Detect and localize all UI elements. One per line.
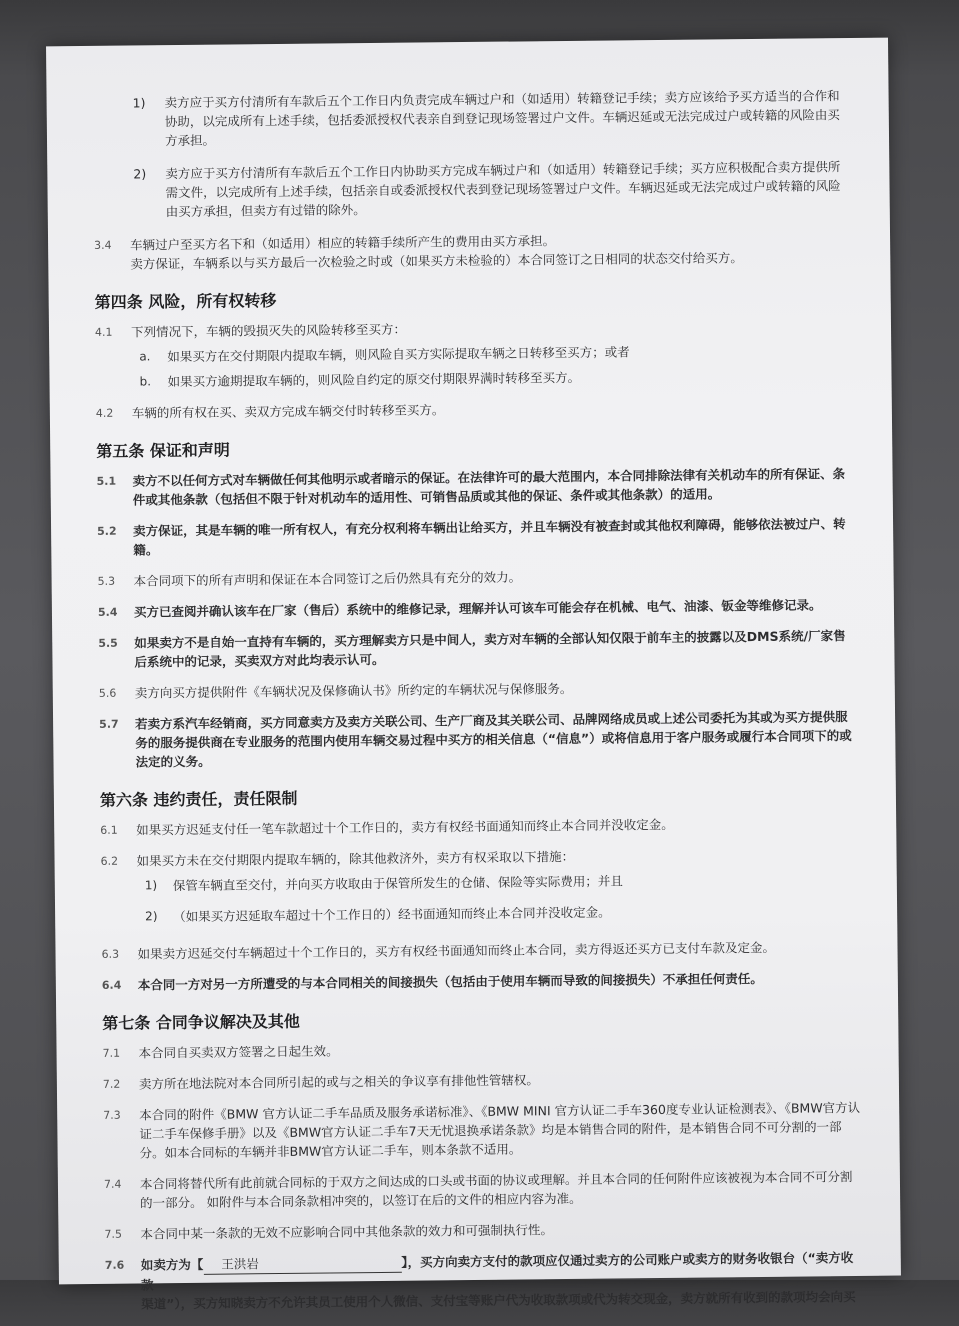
clause-6-3	[101, 937, 861, 964]
clause-number: 5.7	[99, 717, 119, 731]
clause-line: 如果买方未在交付期限内提取车辆的，除其他救济外，卖方有权采取以下措施：	[136, 848, 575, 869]
clause-number: 7.5	[104, 1227, 123, 1241]
clause-line: 车辆过户至买方名下和（如适用）相应的转籍手续所产生的费用由买方承担。	[130, 233, 556, 253]
clause-line: 卖方向买方提供附件《车辆状况及保修确认书》所约定的车辆状况与保修服务。	[134, 680, 573, 701]
clause-5-6	[99, 676, 859, 703]
clause-number: 5.2	[97, 524, 117, 538]
clause-line: 本合同项下的所有声明和保证在本合同签订之后仍然具有充分的效力。	[133, 569, 522, 589]
clause-6-1	[100, 813, 860, 840]
clause-line: 卖方保证，车辆系以与买方最后一次检验之时或（如果买方未检验的）本合同签订之日相同的状态交付给买方。	[130, 250, 743, 272]
clause-number: 7.2	[102, 1077, 121, 1091]
seller-name-field[interactable]: 王洪岩	[203, 1253, 401, 1275]
clause-number: 5.3	[97, 574, 116, 588]
item-number: 2)	[133, 166, 147, 182]
clause-line: 卖方所在地法院对本合同所引起的或与之相关的争议享有排他性管辖权。	[138, 1072, 539, 1092]
clause-5-4	[98, 595, 858, 622]
clause-number: 7.4	[103, 1177, 122, 1191]
item-line: 需文件，以完成所有上述手续，包括亲自或委派授权代表到登记现场签署过户文件。车辆迟延或无法完成过户或转籍的风险	[165, 178, 841, 201]
sub-item-1	[137, 869, 861, 896]
clause-line: 法定的义务。	[135, 753, 211, 770]
clause-5-1	[96, 464, 856, 510]
clause-7-1	[102, 1036, 862, 1063]
transfer-item-2	[93, 157, 854, 222]
clause-line: 本合同中某一条款的无效不应影响合同中其他条款的效力和可强制执行性。	[140, 1222, 554, 1242]
item-number: 1)	[132, 95, 146, 111]
clause-line: 后系统中的记录，买卖双方对此均表示认可。	[134, 651, 385, 670]
clause-number: 7.1	[102, 1046, 121, 1060]
clause-number: 5.5	[98, 636, 118, 650]
clause-line: 卖方不以任何方式对车辆做任何其他明示或者暗示的保证。在法律许可的最大范围内，本合同排除法律有关机动车的所有保证、条	[132, 466, 846, 489]
section-4-heading: 第四条 风险，所有权转移	[94, 291, 277, 312]
clause-6-4	[102, 968, 862, 995]
clause-number: 6.1	[100, 823, 118, 837]
clause-5-5	[98, 626, 858, 672]
clause-7-5	[104, 1217, 864, 1244]
clause-7-6	[105, 1248, 866, 1314]
clause-line: 如果买方迟延支付任一笔车款超过十个工作日的，卖方有权经书面通知而终止本合同并没收定金。	[136, 816, 674, 838]
clause-7-4	[104, 1167, 864, 1213]
clause-line: 买方已查阅并确认该车在厂家（售后）系统中的维修记录，理解并认可该车可能会存在机械、电气、油漆、钣金等维修记录。	[133, 597, 822, 620]
item-line: 方承担。	[164, 132, 216, 149]
clause-4-1	[95, 315, 856, 392]
clause-line: 渠道”），买方知晓卖方不允许其员工使用个人微信、支付宝等账户代为收取款项或代为转交现金，卖方就所有收到的款项均会向买	[141, 1288, 856, 1312]
sub-number: b.	[139, 374, 152, 389]
clause-4-2	[96, 396, 856, 423]
clause-5-7	[99, 707, 860, 772]
clause-line: 分。如本合同标的车辆并非BMW官方认证二手车，则本条款不适用。	[139, 1141, 522, 1161]
clause-number: 6.4	[101, 978, 122, 992]
clause-number: 3.4	[94, 238, 112, 252]
sub-text: 如果买方在交付期限内提取车辆，则风险自买方实际提取车辆之日转移至买方；或者	[167, 344, 630, 365]
clause-number: 6.3	[101, 947, 120, 961]
clause-3-4	[94, 228, 854, 274]
sub-number: 2)	[145, 909, 158, 924]
clause-number: 5.4	[97, 605, 118, 619]
contract-content	[93, 86, 866, 1326]
clause-line: 如果卖方迟延交付车辆超过十个工作日的，买方有权经书面通知而终止本合同，卖方得返还买方已支付车款及定金。	[137, 939, 776, 962]
clause-number: 5.6	[98, 686, 117, 700]
clause-line: 务的服务提供商在专业服务的范围内使用车辆交易过程中买方的相关信息（“信息”）或将信息用于客户服务或履行本合同项下的或	[135, 728, 852, 751]
item-line: 卖方应于买方付清所有车款后五个工作日内负责完成车辆过户和（如适用）转籍登记手续；卖方应该给予买方适当的合作和	[164, 88, 840, 111]
sub-number: a.	[139, 349, 151, 364]
section-6-heading: 第六条 违约责任，责任限制	[99, 788, 298, 810]
clause-line: 若卖方系汽车经销商，买方同意卖方及卖方关联公司、生产厂商及其关联公司、品牌网络成员或上述公司委托为其或为买方提供服	[135, 709, 848, 732]
seller-prefix: 如卖方为【	[140, 1256, 204, 1273]
clause-number: 4.2	[95, 406, 114, 420]
clause-6-2	[100, 844, 861, 927]
clause-number: 6.2	[100, 854, 119, 868]
item-line: 协助，以完成所有上述手续，包括委派授权代表亲自到登记现场签署过户文件。车辆迟延或无法完成过户或转籍的风险由买	[164, 107, 840, 130]
clause-line: 车辆的所有权在买、卖双方完成车辆交付时转移至买方。	[131, 402, 445, 421]
clause-number: 5.1	[96, 474, 117, 488]
clause-line: 下列情况下，车辆的毁损灭失的风险转移至买方：	[130, 321, 407, 340]
clause-line: 卖方保证，其是车辆的唯一所有权人，有充分权利将车辆出让给买方，并且车辆没有被查封或其他权利障碍，能够依法被过户、转	[133, 516, 846, 539]
section-5-heading: 第五条 保证和声明	[96, 440, 230, 461]
clause-number: 7.6	[104, 1258, 125, 1272]
clause-line: 的一部分。 如附件与本合同条款相冲突的，以签订在后的文件的相应内容为准。	[140, 1190, 582, 1211]
clause-number: 4.1	[94, 325, 113, 339]
clause-7-2	[103, 1067, 863, 1094]
clause-line: 本合同的附件《BMW 官方认证二手车品质及服务承诺标准》、《BMW MINI 官方认证二手车360度专业认证检测表》、《BMW官方认	[139, 1099, 861, 1123]
clause-line: 本合同将替代所有此前就合同标的于双方之间达成的口头或书面的协议或理解。并且本合同的任何附件应该被视为本合同不可分割	[139, 1169, 853, 1192]
sub-text: （如果买方迟延取车超过十个工作日的）经书面通知而终止本合同并没收定金。	[173, 904, 611, 925]
item-line: 卖方应于买方付清所有车款后五个工作日内协助买方完成车辆过户和（如适用）转籍登记手续；买方应积极配合卖方提供所	[165, 159, 841, 182]
sub-text: 如果买方逾期提取车辆的，则风险自约定的原交付期限界满时转移至买方。	[167, 369, 581, 390]
seller-suffix: 】，买方向卖方支付的款项应仅通过卖方的公司账户或卖方的财务收银台（“卖方收款	[140, 1250, 854, 1293]
clause-line: 如果卖方不是自始一直持有车辆的，买方理解卖方只是中间人，卖方对车辆的全部认知仅限于前车主的披露以及DMS系统/厂家售	[134, 628, 846, 651]
clause-line: 本合同自买卖双方签署之日起生效。	[138, 1043, 339, 1061]
clause-line: 证二手车保修手册》以及《BMW官方认证二手车7天无忧退换承诺条款》均是本销售合同的附件，是本销售合同不可分割的一部	[139, 1119, 842, 1142]
clause-7-3	[103, 1098, 864, 1163]
clause-5-3	[98, 564, 858, 591]
sub-item-b	[131, 365, 855, 392]
section-7-heading: 第七条 合同争议解决及其他	[102, 1011, 300, 1033]
clause-line: 籍。	[133, 542, 159, 558]
item-line: 由买方承担，但卖方有过错的除外。	[165, 202, 366, 220]
sub-item-a	[131, 340, 855, 367]
clause-line: 本合同一方对另一方所遭受的与本合同相关的间接损失（包括由于使用车辆而导致的间接损失）不承担任何责任。	[137, 970, 763, 993]
contract-page	[46, 38, 901, 1312]
sub-item-2	[137, 900, 861, 927]
clause-line: 件或其他条款（包括但不限于针对机动车的适用性、可销售品质或其他的保证、条件或其他条款）的适用。	[132, 486, 721, 508]
sub-number: 1)	[144, 878, 158, 893]
transfer-item-1	[93, 86, 854, 151]
clause-5-2	[97, 514, 857, 560]
sub-text: 保管车辆直至交付，并向买方收取由于保管所发生的仓储、保险等实际费用；并且	[172, 873, 623, 894]
clause-number: 7.3	[103, 1108, 121, 1122]
